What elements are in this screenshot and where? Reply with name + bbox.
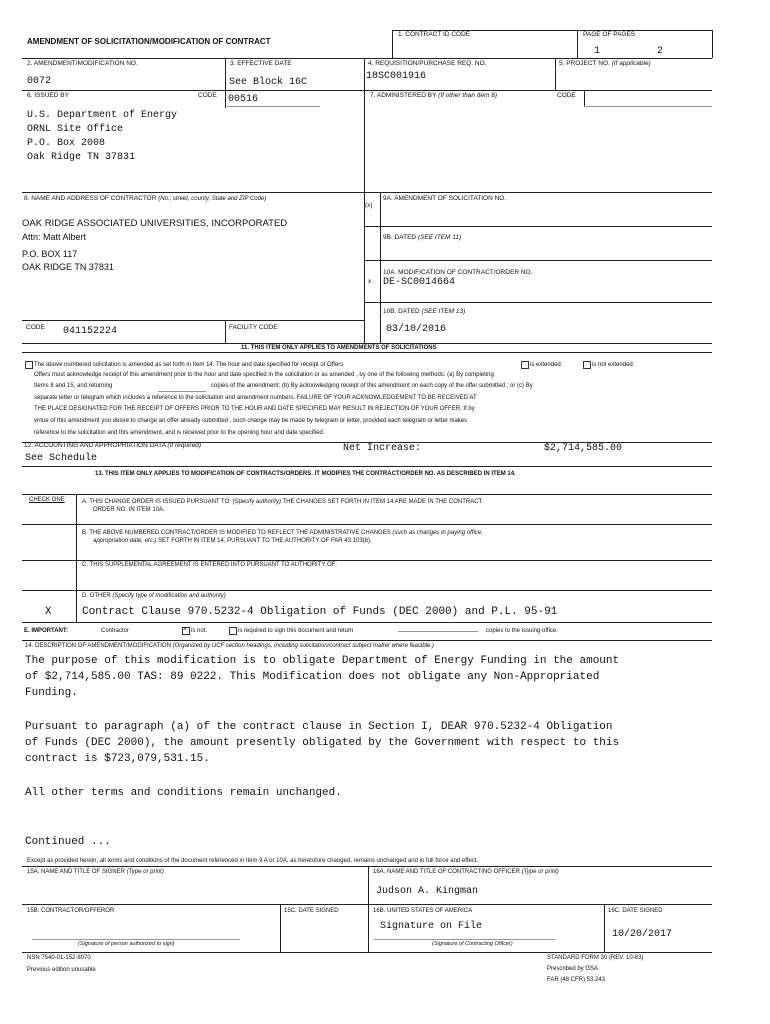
is-extended-label: is extended.: [530, 362, 563, 368]
usa-label: 16B. UNITED STATES OF AMERICA: [373, 908, 473, 914]
item13c-text: C. THIS SUPPLEMENTAL AGREEMENT IS ENTERED INTO PURSUANT TO AUTHORITY OF:: [82, 562, 337, 568]
contractor-line: Attn: Matt Albert: [22, 232, 87, 242]
item11-text: virtue of this amendment you desire to change an offer already submitted , such change may be made by telegram or letter, provided each telegram or letter makes: [34, 418, 468, 424]
requisition-value: 18SC001916: [366, 71, 427, 82]
date-signed-15c-label: 15C. DATE SIGNED: [284, 908, 339, 914]
officer-label: 16A. NAME AND TITLE OF CONTRACTING OFFICER (Type or print): [373, 869, 559, 875]
requisition-label: 4. REQUISITION/PURCHASE REQ. NO.: [368, 60, 487, 67]
amendment-label: 2. AMENDMENT/MODIFICATION NO.: [27, 60, 138, 67]
amendment-value: 0072: [27, 76, 52, 87]
contract-id-label: 1. CONTRACT ID CODE: [398, 31, 471, 38]
is-not-label: is not.: [191, 628, 208, 634]
contractor-line: OAK RIDGE ASSOCIATED UNIVERSITIES, INCORPORATED: [22, 218, 288, 229]
issued-by-label: 6. ISSUED BY: [27, 92, 69, 99]
x-column-header: (x): [365, 202, 373, 209]
sig-person-caption: (Signature of person authorized to sign): [78, 941, 175, 947]
copies-label: copies to the issuing office.: [486, 628, 558, 634]
accounting-value: See Schedule: [25, 453, 98, 464]
form-title: AMENDMENT OF SOLICITATION/MODIFICATION OF CONTRACT: [27, 37, 271, 46]
contractor-offeror-label: 15B. CONTRACTOR/OFFEROR: [27, 908, 115, 914]
sig-officer-caption: (Signature of Contracting Officer): [432, 941, 513, 947]
project-label: 5. PROJECT NO. (If applicable): [559, 60, 651, 67]
modification-x-mark: x: [368, 278, 372, 285]
dated-9b-label: 9B. DATED (SEE ITEM 11): [383, 234, 462, 241]
is-extended-checkbox[interactable]: [521, 361, 529, 369]
contractor-code-value: 041152224: [63, 326, 118, 337]
is-not-extended-label: is not extended.: [592, 362, 635, 368]
issuer-line: P.O. Box 2008: [27, 138, 106, 149]
contractor-line: P.O. BOX 117: [22, 249, 78, 259]
net-increase-label: Net Increase:: [343, 443, 422, 454]
description-line: of $2,714,585.00 TAS: 89 0222. This Modification does not obligate any Non-Appropriated: [25, 671, 600, 683]
item11-text: The above numbered solicitation is amended as set forth in Item 14. The hour and date specified for receipt of Offers: [34, 362, 344, 368]
description-line: Funding.: [25, 687, 78, 699]
item13a-text: ORDER NO. IN ITEM 10A.: [93, 507, 165, 513]
signature-value: Signature on File: [380, 921, 483, 932]
description-line: contract is $723,079,531.15.: [25, 753, 210, 765]
solicitation-label: 9A. AMENDMENT OF SOLICITATION NO.: [383, 195, 507, 202]
important-label: E. IMPORTANT:: [24, 628, 68, 634]
nsn-text: NSN 7540-01-152-8070: [27, 955, 91, 961]
administered-code-label: CODE: [557, 92, 576, 99]
standard-form-text: STANDARD FORM 30 (REV. 10-83): [547, 955, 644, 961]
dated-10b-value: 03/10/2016: [386, 324, 447, 335]
date-16c-value: 10/20/2017: [612, 929, 673, 940]
description-line: The purpose of this modification is to obligate Department of Energy Funding in the amount: [25, 655, 620, 667]
officer-name: Judson A. Kingman: [376, 886, 479, 897]
accounting-label: 12. ACCOUNTING AND APPROPRIATION DATA (If required): [24, 442, 202, 449]
description-label: 14. DESCRIPTION OF AMENDMENT/MODIFICATION (Organized by UCF section headings, including solicitation/contract subject matter where feasible.): [25, 643, 434, 649]
signer-label: 15A. NAME AND TITLE OF SIGNER (Type or print): [27, 869, 164, 875]
check-one-label: CHECK ONE: [29, 497, 65, 503]
modification-label: 10A. MODIFICATION OF CONTRACT/ORDER NO.: [383, 269, 533, 276]
except-text: Except as provided herein, all terms and conditions of the document referenced in Item 9 A or 10A, as heretofore changed, remains unchanged and in full force and effect.: [27, 858, 479, 864]
pages-total: 2: [657, 46, 664, 57]
important-contractor: Contractor: [101, 628, 130, 634]
item13b-text: B. THE ABOVE NUMBERED CONTRACT/ORDER IS MODIFIED TO REFLECT THE ADMINISTRATIVE CHANGES (such as changes in paying office,: [82, 530, 483, 536]
item11-text: separate letter or telegram which includes a reference to the solicitation and amendment numbers. FAILURE OF YOUR ACKNOWLEDGEMENT TO BE RECEIVED AT: [34, 395, 477, 401]
item11-text: Items 8 and 15, and returning: [34, 383, 113, 389]
prescribed-by-text: Prescribed by GSA: [547, 966, 599, 972]
contractor-code-label: CODE: [26, 324, 45, 331]
item11-heading: 11. THIS ITEM ONLY APPLIES TO AMENDMENTS OF SOLICITATIONS: [241, 345, 437, 351]
is-not-extended-checkbox[interactable]: [583, 361, 591, 369]
effective-date-value: See Block 16C: [229, 77, 308, 88]
is-not-check-mark-icon: ×: [183, 626, 188, 633]
item11-text: reference to the solicitation and this amendment, and is received prior to the opening hour and date specified.: [34, 430, 325, 436]
item11-text: Offers must acknowledge receipt of this amendment prior to the hour and date specified in the solicitation or as amended , by one of the following methods: (a) By completing: [34, 372, 494, 378]
dated-10b-label: 10B. DATED (SEE ITEM 13): [383, 308, 466, 315]
issued-by-code-value: 00516: [228, 94, 259, 105]
item13d-x-mark: X: [45, 606, 52, 618]
description-line: All other terms and conditions remain unchanged.: [25, 787, 342, 799]
item13b-text: appropriation date, etc.) SET FORTH IN ITEM 14, PURSUANT TO THE AUTHORITY OF FAR 43.103(b).: [93, 538, 372, 544]
continued-text: Continued ...: [25, 836, 111, 848]
facility-code-label: FACILITY CODE: [229, 324, 278, 331]
net-increase-value: $2,714,585.00: [544, 443, 623, 454]
is-required-checkbox[interactable]: [229, 627, 237, 635]
item13d-value: Contract Clause 970.5232-4 Obligation of Funds (DEC 2000) and P.L. 95-91: [82, 606, 558, 618]
description-line: of Funds (DEC 2000), the amount presently obligated by the Government with respect to this: [25, 737, 620, 749]
issuer-line: U.S. Department of Energy: [27, 110, 178, 121]
item13-heading: 13. THIS ITEM ONLY APPLIES TO MODIFICATION OF CONTRACTS/ORDERS. IT MODIFIES THE CONTRACT/ORDER NO. AS DESCRIBED IN ITEM 14.: [95, 471, 516, 477]
item11-text: copies of the amendment; (b) By acknowledging receipt of this amendment on each copy of the offer submitted ; or (c) By: [211, 383, 533, 389]
issuer-line: Oak Ridge TN 37831: [27, 152, 136, 163]
issued-by-code-label: CODE: [198, 92, 217, 99]
page-number: 1: [594, 46, 601, 57]
far-text: FAR (48 CFR) 53.243: [547, 977, 606, 983]
issuer-line: ORNL Site Office: [27, 124, 124, 135]
previous-edition-text: Previous edition unusable: [27, 967, 96, 973]
is-required-label: is required to sign this document and return: [238, 628, 354, 634]
page-of-pages-label: PAGE OF PAGES: [583, 31, 636, 38]
contractor-label: 8. NAME AND ADDRESS OF CONTRACTOR (No., street, county, State and ZIP Code): [24, 195, 267, 202]
modification-value: DE-SC0014664: [383, 277, 456, 288]
item13a-text: A. THIS CHANGE ORDER IS ISSUED PURSUANT TO: (Specify authority) THE CHANGES SET FORTH IN ITEM 14 ARE MADE IN THE CONTRACT: [82, 499, 483, 505]
administered-by-label: 7. ADMINISTERED BY (If other than Item 6): [370, 92, 498, 99]
effective-date-label: 3. EFFECTIVE DATE: [230, 60, 292, 67]
item13d-text: D. OTHER (Specify type of modification and authority): [82, 593, 226, 599]
contractor-line: OAK RIDGE TN 37831: [22, 262, 114, 272]
item11-checkbox[interactable]: [25, 361, 33, 369]
description-line: Pursuant to paragraph (a) of the contract clause in Section I, DEAR 970.5232-4 Obligation: [25, 721, 613, 733]
item11-text: THE PLACE DESIGNATED FOR THE RECEIPT OF OFFERS PRIOR TO THE HOUR AND DATE SPECIFIED MAY RESULT IN REJECTION OF YOUR OFFER. If by: [34, 406, 475, 412]
date-signed-16c-label: 16C. DATE SIGNED: [608, 908, 663, 914]
